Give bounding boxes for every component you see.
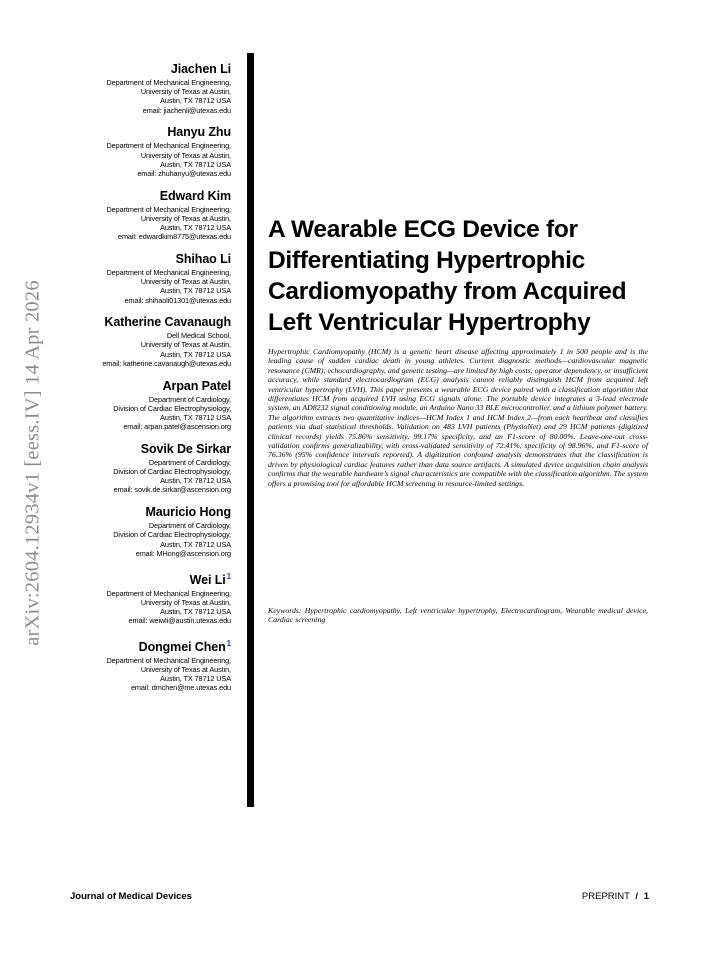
author-affiliation-line: Division of Cardiac Electrophysiology, bbox=[113, 530, 231, 540]
author-affiliation-line: Austin, TX 78712 USA bbox=[160, 349, 231, 359]
author-block bbox=[80, 569, 231, 626]
author-affiliation-line: University of Texas at Austin, bbox=[140, 665, 231, 675]
author-email: email: katherine.cavanaugh@utexas.edu bbox=[102, 358, 231, 368]
vertical-divider bbox=[247, 53, 254, 807]
author-affiliation-line: Department of Mechanical Engineering, bbox=[106, 655, 231, 665]
author-affiliation-line: Department of Cardiology, bbox=[148, 394, 231, 404]
author-name-text: Katherine Cavanaugh bbox=[104, 315, 231, 330]
author-affiliation-line: University of Texas at Austin, bbox=[140, 277, 231, 287]
author-name-text: Sovik De Sirkar bbox=[140, 441, 231, 456]
footer-page-label bbox=[582, 891, 649, 902]
author-name bbox=[80, 379, 231, 394]
author-affiliation-line: University of Texas at Austin, bbox=[140, 213, 231, 223]
footer-separator: / bbox=[635, 891, 639, 902]
author-email: email: MHong@ascension.org bbox=[135, 548, 231, 558]
author-name bbox=[80, 442, 231, 457]
author-email: email: sovik.de.sirkar@ascension.org bbox=[113, 485, 231, 495]
author-block bbox=[80, 125, 231, 178]
author-affiliation-line: Austin, TX 78712 USA bbox=[160, 476, 231, 486]
author-email: email: arpan.patel@ascension.org bbox=[123, 422, 231, 432]
author-affiliation-line: University of Texas at Austin, bbox=[140, 150, 231, 160]
author-affiliation-line: Dell Medical School, bbox=[166, 331, 231, 341]
author-list bbox=[80, 62, 231, 703]
author-affiliation-line: University of Texas at Austin, bbox=[140, 597, 231, 607]
author-affiliation-line: Department of Mechanical Engineering, bbox=[106, 588, 231, 598]
preprint-label: PREPRINT bbox=[581, 891, 630, 902]
title-line: A Wearable ECG Device for bbox=[268, 216, 578, 243]
author-affiliation-line: Austin, TX 78712 USA bbox=[160, 606, 231, 616]
author-affiliation-line: Austin, TX 78712 USA bbox=[160, 412, 231, 422]
author-block bbox=[80, 636, 231, 693]
author-name bbox=[80, 315, 231, 330]
author-block bbox=[80, 379, 231, 432]
author-name bbox=[80, 505, 231, 520]
author-affiliation-line: Austin, TX 78712 USA bbox=[160, 96, 231, 106]
author-block bbox=[80, 252, 231, 305]
author-affiliation-line: Department of Mechanical Engineering, bbox=[106, 204, 231, 214]
author-affiliation-line: Department of Mechanical Engineering, bbox=[106, 78, 231, 87]
author-name-text: Dongmei Chen bbox=[138, 639, 226, 654]
author-name bbox=[80, 636, 231, 655]
author-affiliation-line: Division of Cardiac Electrophysiology, bbox=[113, 467, 231, 477]
title-line: Differentiating Hypertrophic bbox=[268, 247, 585, 274]
author-block bbox=[80, 442, 231, 495]
author-affiliation-line: Department of Cardiology, bbox=[148, 521, 231, 531]
author-name bbox=[80, 569, 231, 588]
author-name-text: Jiachen Li bbox=[170, 62, 231, 76]
author-affiliation-line: Austin, TX 78712 USA bbox=[160, 286, 231, 296]
author-name-text: Mauricio Hong bbox=[145, 505, 231, 520]
author-affiliation-line: Austin, TX 78712 USA bbox=[160, 223, 231, 233]
title-line: Left Ventricular Hypertrophy bbox=[268, 309, 591, 336]
author-affiliation-line: University of Texas at Austin, bbox=[140, 87, 231, 97]
author-name-text: Shihao Li bbox=[175, 251, 231, 266]
author-name bbox=[80, 189, 231, 204]
author-affiliation-line: Austin, TX 78712 USA bbox=[160, 674, 231, 684]
author-affiliation-line: University of Texas at Austin, bbox=[140, 340, 231, 350]
author-name-text: Arpan Patel bbox=[162, 378, 231, 393]
author-affiliation-line: Austin, TX 78712 USA bbox=[160, 539, 231, 549]
author-name bbox=[80, 62, 231, 77]
author-block bbox=[80, 315, 231, 368]
author-email: email: dmchen@me.utexas.edu bbox=[130, 683, 231, 693]
paper-title bbox=[268, 214, 668, 338]
author-affiliation-line: Division of Cardiac Electrophysiology, bbox=[113, 403, 231, 413]
arxiv-identifier: arXiv:2604.12934v1 [eess.IV] 14 Apr 2026 bbox=[21, 280, 44, 646]
footer-journal-name: Journal of Medical Devices bbox=[70, 891, 192, 902]
corresponding-author-marker[interactable]: 1 bbox=[226, 571, 231, 581]
author-block bbox=[80, 189, 231, 242]
author-affiliation-line: Department of Mechanical Engineering, bbox=[106, 267, 231, 277]
author-block bbox=[80, 62, 231, 115]
author-email: email: zhuhanyu@utexas.edu bbox=[137, 168, 231, 178]
author-email: email: weiwli@austin.utexas.edu bbox=[128, 616, 231, 626]
author-email: email: shihaoli01301@utexas.edu bbox=[124, 295, 231, 305]
author-email: email: edwardkim8775@utexas.edu bbox=[117, 232, 231, 242]
keywords: Keywords: Hypertrophic cardiomyopathy, Left ventricular hypertrophy, Electrocardiogram, Wearable medical device, Cardiac screening bbox=[268, 606, 648, 625]
abstract: Hypertrophic Cardiomyopathy (HCM) is a genetic heart disease affecting approximately 1 in 500 people and is the leading cause of sudden cardiac death in young athletes. Current diagnostic methods—cardiovascular magnetic resonance (CMR), echocardiography, and genetic testing—are limited by high costs, operator dependency, or insufficient accuracy, while standard electrocardiogram (ECG) analysis cannot reliably distinguish HCM from acquired left ventricular hypertrophy (LVH). This paper presents a wearable ECG device paired with a classification algorithm that differentiates HCM from acquired LVH using ECG signals alone. The portable device integrates a 3-lead electrode system, an AD8232 signal conditioning module, an Arduino Nano 33 BLE microcontroller, and a lithium polymer battery. The algorithm extracts two quantitative indices—HCM Index 1 and HCM Index 2—from each heartbeat and classifies patients via dual statistical thresholds. Validation on 483 LVH patients (PhysioNet) and 29 HCM patients (digitized clinical records) yields 75.86% sensitivity, 99.17% specificity, and an F1-score of 80.00%. Leave-one-out cross-validation confirms generalizability, with cross-validated sensitivity of 72.41%, specificity of 98.96%, and F1-score of 76.36% (95% confidence intervals reported). A digitization confound analysis demonstrates that the classification is driven by physiological cardiac features rather than data source artifacts. A simulated device acquisition chain analysis confirms that the wearable hardware’s signal characteristics are compatible with the classification algorithm. The system offers a promising tool for affordable HCM screening in resource-limited settings. bbox=[268, 347, 648, 488]
author-name-text: Edward Kim bbox=[159, 188, 231, 203]
author-affiliation-line: Department of Cardiology, bbox=[148, 457, 231, 467]
author-name-text: Wei Li bbox=[189, 572, 226, 587]
author-email: email: jiachenli@utexas.edu bbox=[142, 105, 231, 115]
author-block bbox=[80, 505, 231, 558]
author-affiliation-line: Department of Mechanical Engineering, bbox=[106, 141, 231, 151]
page-number: 1 bbox=[643, 891, 649, 902]
author-name-text: Hanyu Zhu bbox=[167, 125, 231, 140]
author-name bbox=[80, 252, 231, 267]
corresponding-author-marker[interactable]: 1 bbox=[226, 638, 231, 648]
author-name bbox=[80, 125, 231, 140]
author-affiliation-line: Austin, TX 78712 USA bbox=[160, 159, 231, 169]
title-line: Cardiomyopathy from Acquired bbox=[268, 278, 627, 305]
